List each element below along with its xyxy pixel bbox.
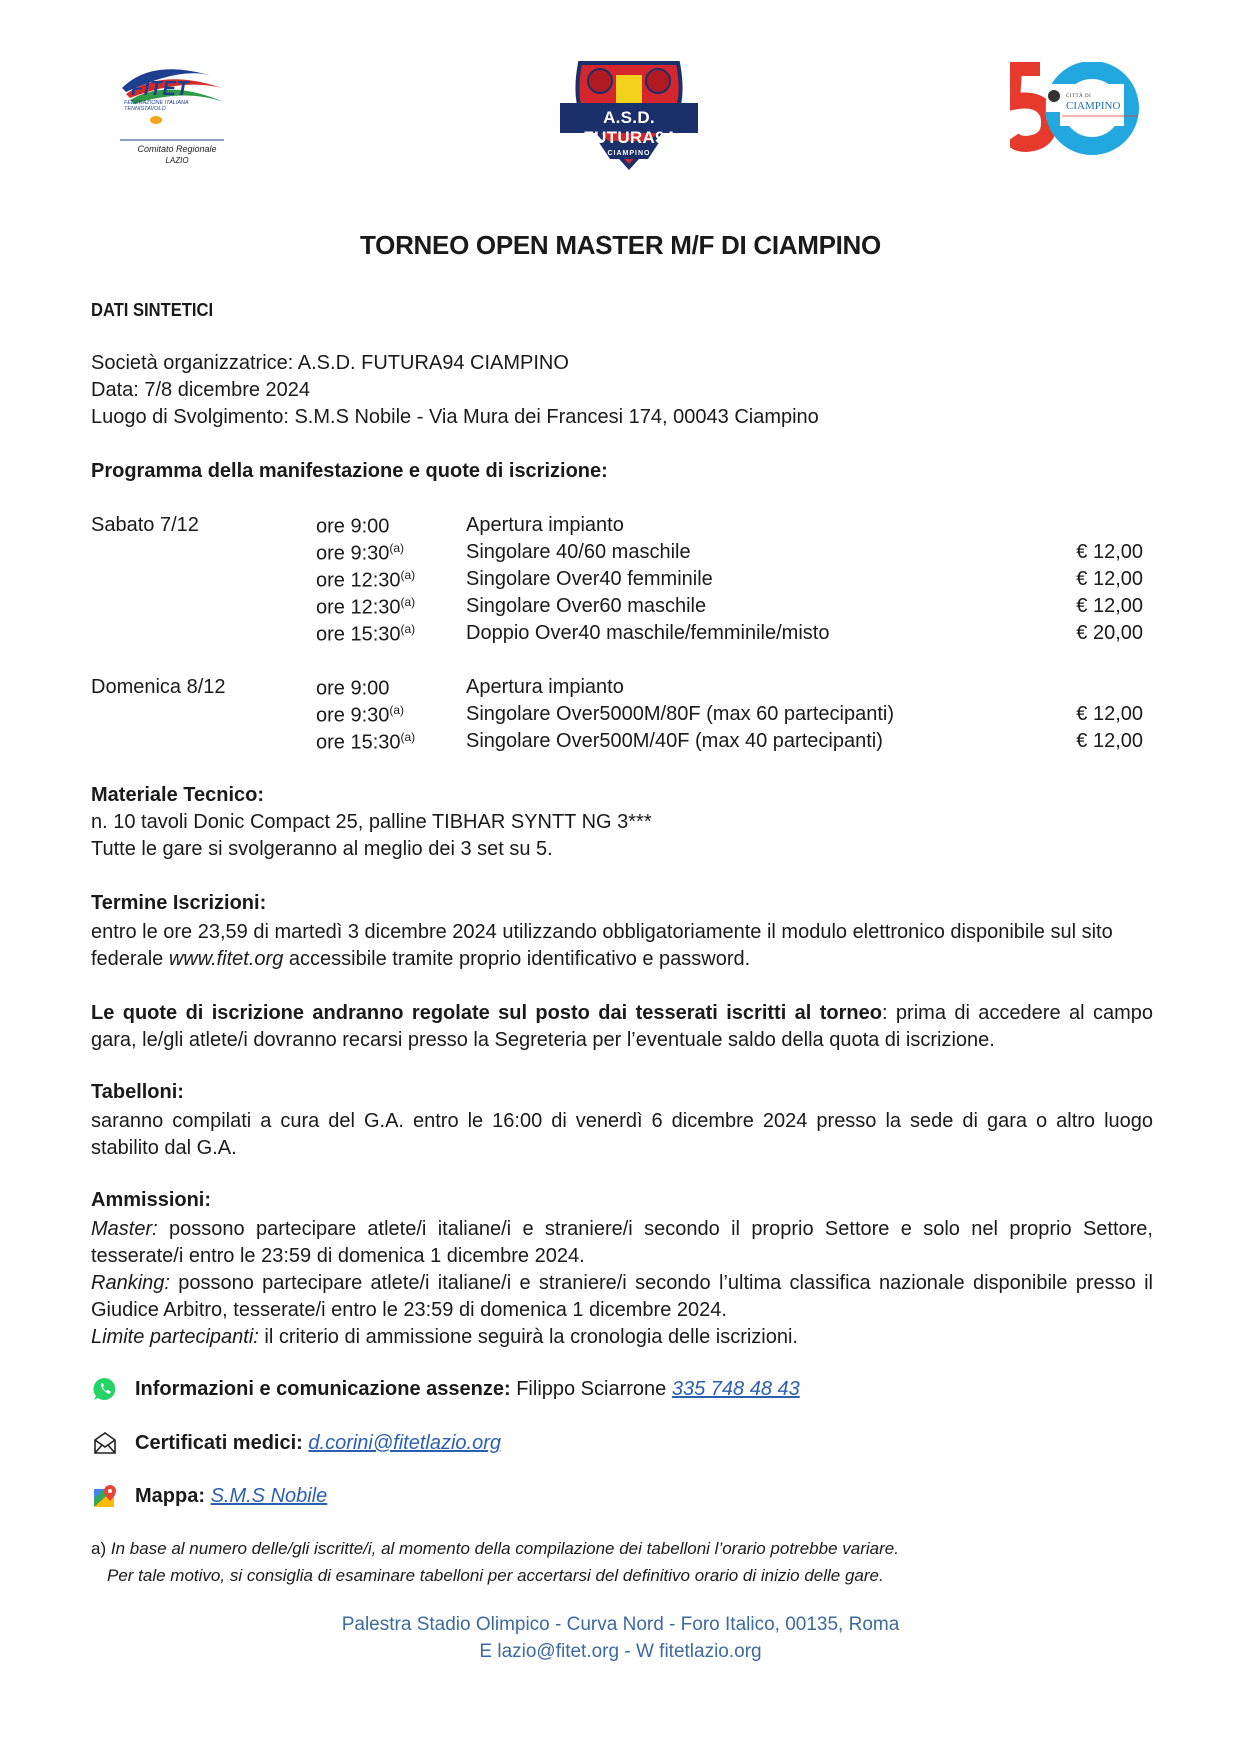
schedule-fee: € 12,00 [1076, 568, 1143, 590]
schedule-fee: € 12,00 [1076, 730, 1143, 752]
whatsapp-icon [92, 1376, 118, 1402]
schedule-day: Sabato 7/12 [91, 514, 199, 536]
ammissioni-master: Master: possono partecipare atlete/i italiane/i e straniere/i secondo il proprio Settore e solo nel proprio Settore, tesserate/i entro le 23:59 di domenica 1 dicembre 2024. [91, 1218, 1153, 1267]
schedule-time: ore 9:00 [316, 677, 390, 700]
fitet-wordmark: FITET [131, 78, 190, 100]
tabelloni-heading: Tabelloni: [91, 1081, 184, 1103]
termine-text: entro le ore 23,59 di martedì 3 dicembre 2024 utilizzando obbligatoriamente il modulo elettronico disponibile sul sito federale www.fitet.org accessibile tramite proprio identificativo e password. [91, 921, 1113, 970]
schedule-time: ore 15:30$^{(a)}$ [316, 730, 416, 754]
schedule-day: Domenica 8/12 [91, 676, 226, 698]
schedule-event: Apertura impianto [466, 676, 624, 698]
footer-address: Palestra Stadio Olimpico - Curva Nord - Foro Italico, 00135, Roma [341, 1614, 900, 1635]
materiale-heading: Materiale Tecnico: [91, 784, 265, 806]
envelope-icon [92, 1430, 118, 1456]
ciampino-small-label: CITTÀ DI [1066, 94, 1092, 99]
quote-text: Le quote di iscrizione andranno regolate sul posto dai tesserati iscritti al torneo: prima di accedere al campo gara, le/gli atlete/i dovranno recarsi presso la Segreteria per l’eventuale saldo della quota di iscrizione. [91, 1002, 1153, 1051]
fitet-region: LAZIO [165, 156, 189, 165]
futura-wordmark: A.S.D. FUTURA94 [583, 108, 675, 147]
tabelloni-text: saranno compilati a cura del G.A. entro le 16:00 di venerdì 6 dicembre 2024 presso la sede di gara o altro luogo stabilito dal G.A. [91, 1110, 1153, 1159]
fitet-subtitle: FEDERAZIONE ITALIANA TENNISTAVOLO [124, 100, 189, 112]
schedule-time: ore 9:30$^{(a)}$ [316, 541, 405, 565]
ammissioni-ranking: Ranking: possono partecipare atlete/i italiane/i e straniere/i secondo l’ultima classifica nazionale disponibile presso il Giudice Arbitro, tesserate/i entro le 23:59 di domenica 1 dicembre 2024. [91, 1272, 1153, 1321]
map-link[interactable]: S.M.S Nobile [210, 1485, 328, 1507]
materiale-line2: Tutte le gare si svolgeranno al meglio dei 3 set su 5. [91, 838, 553, 860]
fitet-site: www.fitet.org [168, 948, 284, 970]
schedule-time: ore 12:30$^{(a)}$ [316, 568, 416, 592]
schedule-time: ore 9:30$^{(a)}$ [316, 703, 405, 727]
schedule-fee: € 12,00 [1076, 703, 1143, 725]
programma-heading: Programma della manifestazione e quote di iscrizione: [91, 460, 608, 482]
certificati-line: Certificati medici: d.corini@fitetlazio.org [135, 1432, 501, 1454]
footer-contacts: E lazio@fitet.org - W fitetlazio.org [479, 1641, 762, 1662]
schedule-event: Singolare 40/60 maschile [466, 541, 691, 563]
ciampino-50-icon [1010, 62, 1150, 162]
materiale-line1: n. 10 tavoli Donic Compact 25, palline TIBHAR SYNTT NG 3*** [91, 811, 652, 833]
info-date: Data: 7/8 dicembre 2024 [91, 379, 311, 401]
futura94-logo [558, 55, 700, 175]
schedule-fee: € 20,00 [1076, 622, 1143, 644]
mappa-line: Mappa: S.M.S Nobile [135, 1485, 328, 1507]
ammissioni-limite: Limite partecipanti: il criterio di ammissione seguirà la cronologia delle iscrizioni. [91, 1326, 798, 1348]
schedule-event: Doppio Over40 maschile/femminile/misto [466, 622, 830, 644]
ammissioni-heading: Ammissioni: [91, 1189, 212, 1211]
schedule-event: Singolare Over40 femminile [466, 568, 713, 590]
schedule-event: Singolare Over5000M/80F (max 60 partecipanti) [466, 703, 894, 725]
fitet-committee: Comitato Regionale [137, 144, 217, 154]
footnote-line2: Per tale motivo, si consiglia di esaminare tabelloni per accertarsi del definitivo orario di inizio delle gare. [107, 1566, 884, 1585]
section-label: DATI SINTETICI [91, 300, 214, 320]
info-society: Società organizzatrice: A.S.D. FUTURA94 CIAMPINO [91, 352, 569, 374]
info-place: Luogo di Svolgimento: S.M.S Nobile - Via Mura dei Francesi 174, 00043 Ciampino [91, 406, 819, 428]
footnote-line1: a) In base al numero delle/gli iscritte/i, al momento della compilazione dei tabelloni l’orario potrebbe variare. [91, 1539, 899, 1558]
phone-link[interactable]: 335 748 48 43 [671, 1378, 800, 1400]
ciampino-50-logo [1010, 62, 1150, 162]
schedule-time: ore 12:30$^{(a)}$ [316, 595, 416, 619]
map-pin-icon [92, 1483, 118, 1509]
fitet-logo [112, 58, 232, 176]
schedule-fee: € 12,00 [1076, 595, 1143, 617]
ciampino-city-label: CIAMPINO [1066, 100, 1121, 112]
page-title: TORNEO OPEN MASTER M/F DI CIAMPINO [360, 230, 881, 260]
schedule-event: Singolare Over60 maschile [466, 595, 707, 617]
email-link[interactable]: d.corini@fitetlazio.org [308, 1432, 501, 1454]
futura-city: CIAMPINO [607, 150, 651, 157]
termine-heading: Termine Iscrizioni: [91, 892, 267, 914]
schedule-time: ore 15:30$^{(a)}$ [316, 622, 416, 646]
schedule-fee: € 12,00 [1076, 541, 1143, 563]
schedule-event: Apertura impianto [466, 514, 624, 536]
info-contact-line: Informazioni e comunicazione assenze: Filippo Sciarrone 335 748 48 43 [135, 1378, 800, 1400]
schedule-time: ore 9:00 [316, 515, 390, 538]
schedule-event: Singolare Over500M/40F (max 40 partecipanti) [466, 730, 883, 752]
